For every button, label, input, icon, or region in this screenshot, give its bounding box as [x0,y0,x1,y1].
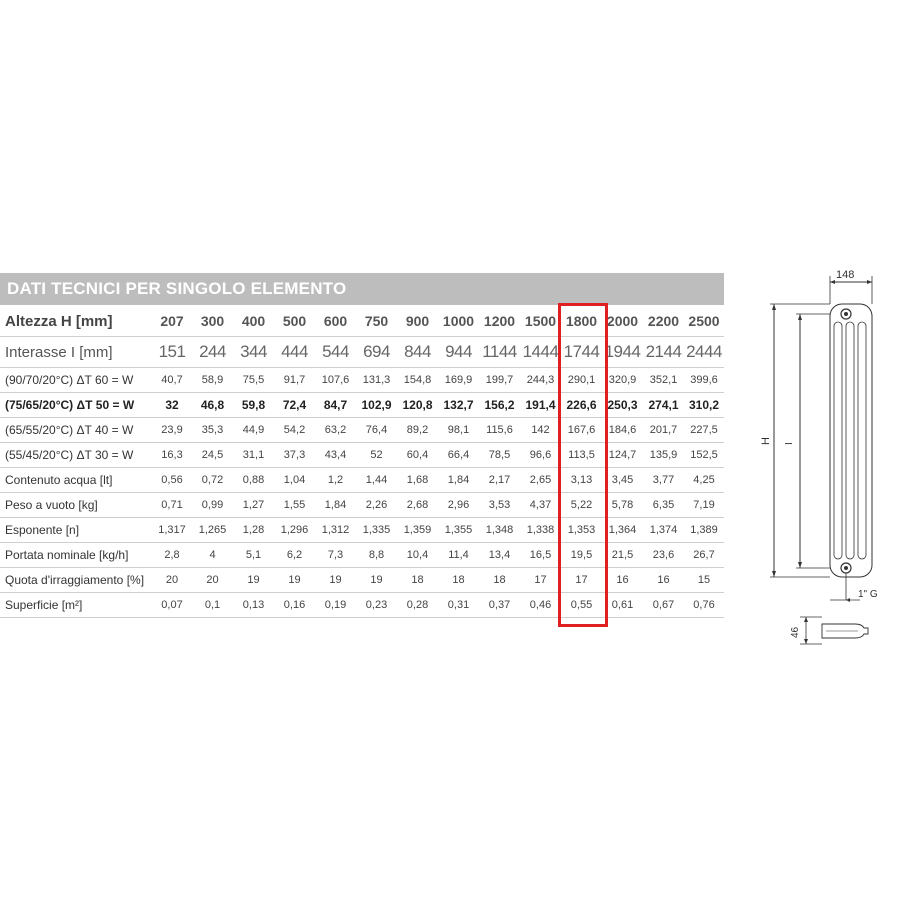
table-cell: 0,46 [520,593,561,618]
table-cell: 7,3 [315,543,356,568]
table-cell: 131,3 [356,368,397,393]
table-cell: 600 [315,306,356,337]
table-cell: 120,8 [397,393,438,418]
table-cell: 84,7 [315,393,356,418]
table-cell: 13,4 [479,543,520,568]
table-cell: 399,6 [684,368,724,393]
table-cell: 1,2 [315,468,356,493]
table-cell: 244 [192,337,233,368]
table-cell: 5,22 [561,493,602,518]
table-cell: 844 [397,337,438,368]
table-cell: 199,7 [479,368,520,393]
table-cell: 19 [356,568,397,593]
table-cell: 2144 [643,337,684,368]
table-row [0,493,724,518]
table-cell: 151 [152,337,192,368]
table-cell: 3,53 [479,493,520,518]
table-cell: 3,45 [602,468,643,493]
table-cell: 16 [643,568,684,593]
table-row [0,393,724,418]
table-cell: 1,364 [602,518,643,543]
table-cell: 17 [520,568,561,593]
table-cell: 3,77 [643,468,684,493]
table-cell: 250,3 [602,393,643,418]
table-cell: 11,4 [438,543,479,568]
table-cell: 1,312 [315,518,356,543]
table-cell: 1,353 [561,518,602,543]
table-cell: 18 [479,568,520,593]
row-label: Esponente [n] [0,518,152,543]
table-title: DATI TECNICI PER SINGOLO ELEMENTO [0,273,724,305]
table-cell: 72,4 [274,393,315,418]
row-label: (90/70/20°C) ΔT 60 = W [0,368,152,393]
table-cell: 37,3 [274,443,315,468]
table-cell: 1,335 [356,518,397,543]
table-cell: 154,8 [397,368,438,393]
table-cell: 19 [233,568,274,593]
table-cell: 2500 [684,306,724,337]
row-label: Quota d'irraggiamento [%] [0,568,152,593]
table-cell: 1800 [561,306,602,337]
table-cell: 96,6 [520,443,561,468]
row-label: Peso a vuoto [kg] [0,493,152,518]
table-cell: 320,9 [602,368,643,393]
table-cell: 0,37 [479,593,520,618]
table-cell: 0,1 [192,593,233,618]
table-cell: 16 [602,568,643,593]
table-cell: 344 [233,337,274,368]
height-dimension-label: H [760,437,772,445]
table-cell: 6,35 [643,493,684,518]
table-cell: 227,5 [684,418,724,443]
table-cell: 0,23 [356,593,397,618]
table-cell: 4,25 [684,468,724,493]
table-cell: 0,76 [684,593,724,618]
table-cell: 300 [192,306,233,337]
table-cell: 32 [152,393,192,418]
table-row [0,368,724,393]
table-cell: 244,3 [520,368,561,393]
table-cell: 750 [356,306,397,337]
table-row [0,568,724,593]
table-cell: 10,4 [397,543,438,568]
table-cell: 2000 [602,306,643,337]
table-cell: 310,2 [684,393,724,418]
table-cell: 5,1 [233,543,274,568]
table-row [0,593,724,618]
table-cell: 21,5 [602,543,643,568]
table-cell: 0,07 [152,593,192,618]
table-cell: 19 [274,568,315,593]
row-label: (65/55/20°C) ΔT 40 = W [0,418,152,443]
table-cell: 167,6 [561,418,602,443]
table-cell: 75,5 [233,368,274,393]
table-cell: 98,1 [438,418,479,443]
table-cell: 1,317 [152,518,192,543]
table-cell: 1,348 [479,518,520,543]
table-row [0,418,724,443]
table-row [0,468,724,493]
table-cell: 290,1 [561,368,602,393]
table-cell: 4 [192,543,233,568]
table-cell: 23,9 [152,418,192,443]
table-cell: 1,389 [684,518,724,543]
row-label: Portata nominale [kg/h] [0,543,152,568]
table-cell: 78,5 [479,443,520,468]
table-cell: 1,84 [315,493,356,518]
table-cell: 91,7 [274,368,315,393]
table-cell: 113,5 [561,443,602,468]
table-cell: 156,2 [479,393,520,418]
table-cell: 352,1 [643,368,684,393]
table-cell: 58,9 [192,368,233,393]
table-cell: 60,4 [397,443,438,468]
table-cell: 142 [520,418,561,443]
table-cell: 1,55 [274,493,315,518]
table-cell: 152,5 [684,443,724,468]
table-cell: 944 [438,337,479,368]
technical-data-table [0,306,724,618]
table-cell: 1144 [479,337,520,368]
connection-label: 1" G [858,589,878,600]
table-cell: 2,17 [479,468,520,493]
table-cell: 694 [356,337,397,368]
table-cell: 2,96 [438,493,479,518]
table-cell: 132,7 [438,393,479,418]
table-cell: 1,68 [397,468,438,493]
table-cell: 0,19 [315,593,356,618]
table-cell: 1444 [520,337,561,368]
table-cell: 1744 [561,337,602,368]
table-cell: 124,7 [602,443,643,468]
table-cell: 500 [274,306,315,337]
row-label: (55/45/20°C) ΔT 30 = W [0,443,152,468]
table-cell: 16,5 [520,543,561,568]
table-cell: 66,4 [438,443,479,468]
table-cell: 23,6 [643,543,684,568]
table-cell: 107,6 [315,368,356,393]
width-dimension-label: 148 [836,269,855,281]
table-cell: 1,296 [274,518,315,543]
table-cell: 2,65 [520,468,561,493]
table-cell: 15 [684,568,724,593]
radiator-element-diagram [760,262,900,652]
table-cell: 1,44 [356,468,397,493]
table-row [0,518,724,543]
table-cell: 2,68 [397,493,438,518]
table-cell: 3,13 [561,468,602,493]
table-cell: 0,28 [397,593,438,618]
table-cell: 20 [192,568,233,593]
table-cell: 207 [152,306,192,337]
table-cell: 6,2 [274,543,315,568]
table-cell: 35,3 [192,418,233,443]
table-cell: 2,26 [356,493,397,518]
table-cell: 1,355 [438,518,479,543]
table-cell: 0,61 [602,593,643,618]
row-label: Interasse I [mm] [0,337,152,368]
row-label: (75/65/20°C) ΔT 50 = W [0,393,152,418]
table-cell: 1944 [602,337,643,368]
depth-dimension-label: 46 [790,626,801,638]
table-cell: 1,04 [274,468,315,493]
table-cell: 544 [315,337,356,368]
table-cell: 169,9 [438,368,479,393]
table-row [0,443,724,468]
table-cell: 0,31 [438,593,479,618]
row-label: Altezza H [mm] [0,306,152,337]
table-cell: 40,7 [152,368,192,393]
table-cell: 76,4 [356,418,397,443]
table-cell: 1200 [479,306,520,337]
table-cell: 0,55 [561,593,602,618]
table-cell: 89,2 [397,418,438,443]
table-cell: 46,8 [192,393,233,418]
table-cell: 0,56 [152,468,192,493]
table-cell: 19,5 [561,543,602,568]
table-cell: 2444 [684,337,724,368]
table-cell: 18 [397,568,438,593]
table-cell: 31,1 [233,443,274,468]
table-cell: 26,7 [684,543,724,568]
row-label: Superficie [m²] [0,593,152,618]
table-cell: 17 [561,568,602,593]
table-cell: 2,8 [152,543,192,568]
table-row [0,306,724,337]
table-cell: 8,8 [356,543,397,568]
table-cell: 0,88 [233,468,274,493]
table-cell: 59,8 [233,393,274,418]
table-cell: 0,72 [192,468,233,493]
table-cell: 63,2 [315,418,356,443]
interaxis-dimension-label: I [784,442,795,445]
table-cell: 1,27 [233,493,274,518]
table-cell: 1000 [438,306,479,337]
table-cell: 4,37 [520,493,561,518]
table-cell: 191,4 [520,393,561,418]
table-cell: 24,5 [192,443,233,468]
table-cell: 0,16 [274,593,315,618]
table-cell: 54,2 [274,418,315,443]
table-cell: 1,28 [233,518,274,543]
table-cell: 400 [233,306,274,337]
table-cell: 1,265 [192,518,233,543]
table-cell: 52 [356,443,397,468]
table-cell: 0,71 [152,493,192,518]
table-cell: 135,9 [643,443,684,468]
table-cell: 0,13 [233,593,274,618]
table-cell: 16,3 [152,443,192,468]
table-cell: 5,78 [602,493,643,518]
table-cell: 444 [274,337,315,368]
table-cell: 7,19 [684,493,724,518]
table-cell: 900 [397,306,438,337]
table-cell: 44,9 [233,418,274,443]
table-cell: 1,338 [520,518,561,543]
table-cell: 20 [152,568,192,593]
table-cell: 1,84 [438,468,479,493]
table-cell: 201,7 [643,418,684,443]
table-cell: 18 [438,568,479,593]
table-row [0,543,724,568]
table-cell: 274,1 [643,393,684,418]
table-cell: 1500 [520,306,561,337]
table-cell: 1,374 [643,518,684,543]
table-cell: 0,99 [192,493,233,518]
table-cell: 19 [315,568,356,593]
table-cell: 0,67 [643,593,684,618]
table-cell: 184,6 [602,418,643,443]
row-label: Contenuto acqua [lt] [0,468,152,493]
table-cell: 43,4 [315,443,356,468]
table-row [0,337,724,368]
table-cell: 1,359 [397,518,438,543]
table-cell: 115,6 [479,418,520,443]
table-cell: 2200 [643,306,684,337]
table-cell: 102,9 [356,393,397,418]
table-cell: 226,6 [561,393,602,418]
